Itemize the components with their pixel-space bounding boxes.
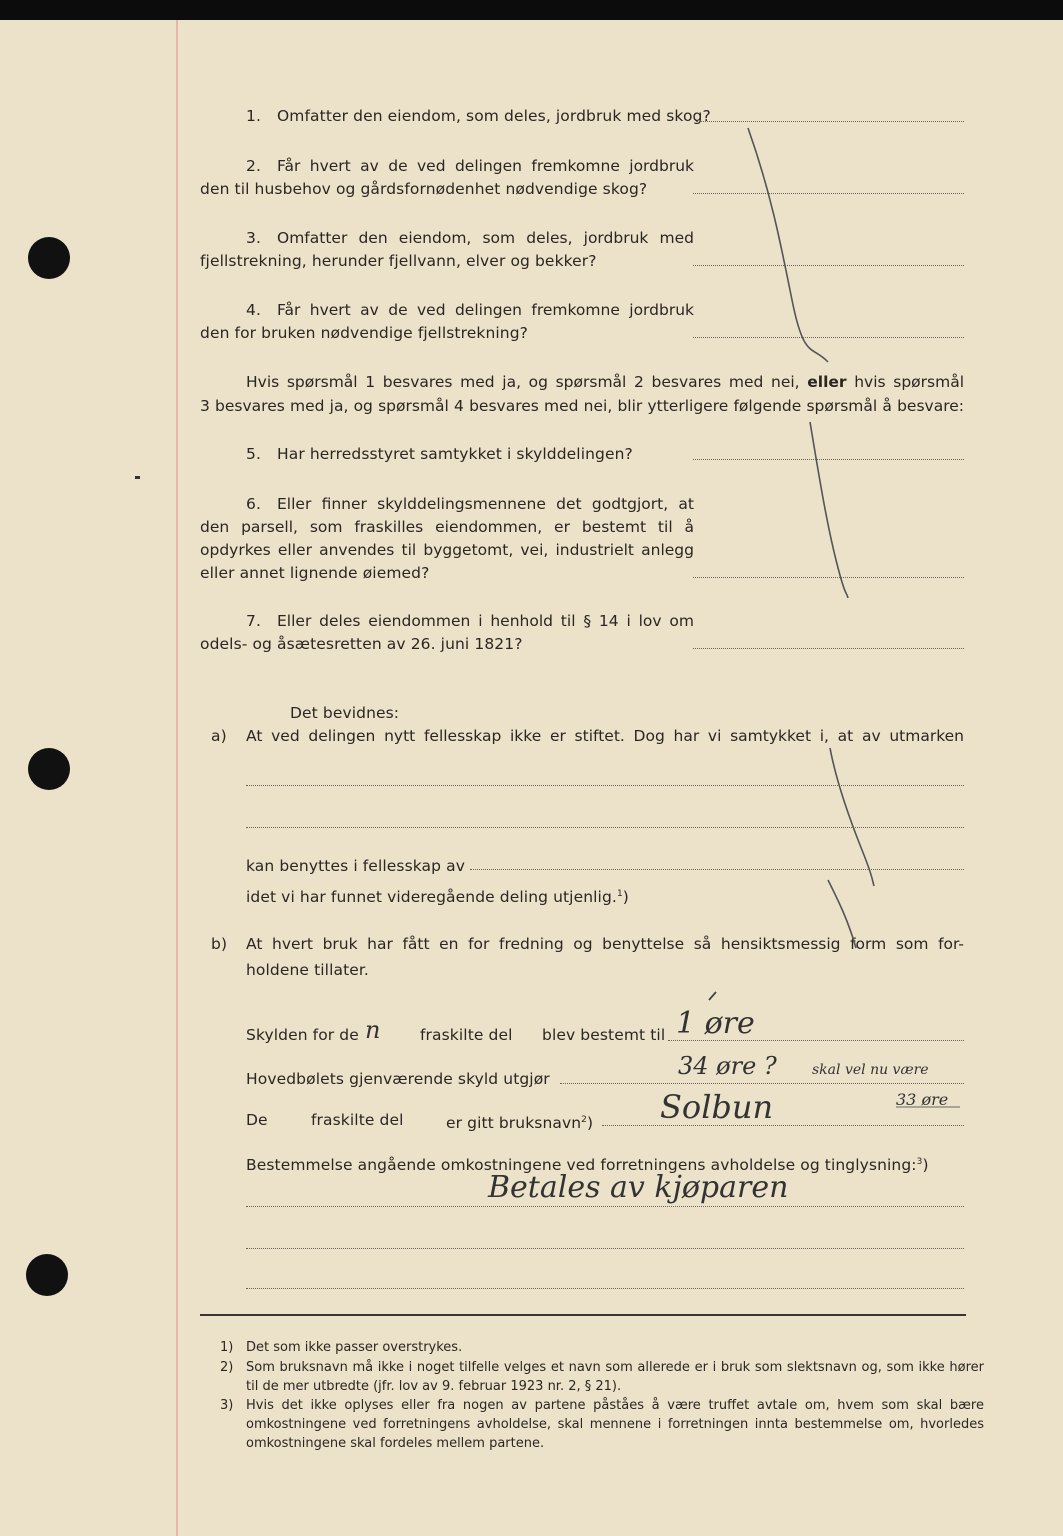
bruksnavn-value: Solbun (660, 1088, 774, 1126)
question-3-number: 3. (246, 229, 261, 247)
item-a-label: a) (211, 727, 227, 745)
question-7-number: 7. (246, 612, 261, 630)
question-4-line-1: Får hvert av de ved delingen fremkomne jordbruk (277, 301, 694, 319)
item-b-label: b) (211, 935, 228, 953)
item-b-line-1: At hvert bruk har fått en for fredning og benyttelse så hensiktsmessig form som for- (246, 935, 964, 953)
omkostning-value: Betales av kjøparen (488, 1170, 789, 1205)
bruksnavn-label-2: fraskilte del (311, 1111, 404, 1129)
strike-stroke-questions-5-6 (810, 422, 848, 598)
question-2-line-1: Får hvert av de ved delingen fremkomne jordbruk (277, 157, 694, 175)
question-6-line-4: eller annet lignende øiemed? (200, 564, 430, 582)
hovedbol-note-value: 33 øre (896, 1090, 949, 1109)
question-6-line-1: Eller finner skylddelingsmennene det godtgjort, at (277, 495, 694, 513)
question-6-number: 6. (246, 495, 261, 513)
strike-stroke-utmark (830, 748, 874, 886)
question-7-line-1: Eller deles eiendommen i henhold til § 14 i lov om (277, 612, 694, 630)
question-6-line-3: opdyrkes eller anvendes til byggetomt, vei, industrielt anlegg (200, 541, 694, 559)
strike-stroke-questions-1-4 (748, 128, 828, 362)
hovedbol-label: Hovedbølets gjenværende skyld utgjør (246, 1070, 550, 1088)
question-2-number: 2. (246, 157, 261, 175)
question-4-line-2: den for bruken nødvendige fjellstrekning? (200, 324, 528, 342)
question-4-number: 4. (246, 301, 261, 319)
accent-mark (709, 992, 716, 1000)
hovedbol-value: 34 øre ? (678, 1052, 777, 1080)
condition-line-1: Hvis spørsmål 1 besvares med ja, og spørsmål 2 besvares med nei, eller hvis spørsmål (246, 373, 965, 391)
handwritten-n: n (365, 1016, 381, 1044)
skyld-label-2: fraskilte del (420, 1026, 513, 1044)
question-5-number: 5. (246, 445, 261, 463)
footnote-3: 3) Hvis det ikke oplyses eller fra nogen av partene påståes å være truffet avtale om, hvem som skal bære omkostningene ved forretningens avholdelse, skal mennene i forretningen innta bestemmelse om, hvorledes omkostningene skal fordeles mellem partene. (220, 1398, 984, 1451)
condition-line-2: 3 besvares med ja, og spørsmål 4 besvares med nei, blir ytterligere følgende spørsmål å besvare: (200, 397, 964, 415)
question-3-line-2: fjellstrekning, herunder fjellvann, elver og bekker? (200, 252, 597, 270)
deling-utjenlig: idet vi har funnet videregående deling utjenlig.$^1$) (246, 888, 629, 907)
fellesskap-label: kan benyttes i fellesskap av (246, 857, 465, 875)
bevidnes-heading: Det bevidnes: (290, 704, 400, 722)
hovedbol-note: skal vel nu være (812, 1062, 929, 1078)
bruksnavn-label-1: De (246, 1111, 268, 1129)
question-6-line-2: den parsell, som fraskilles eiendommen, er bestemt til å (200, 518, 694, 536)
question-7-line-2: odels- og åsætesretten av 26. juni 1821? (200, 635, 523, 653)
question-5-text: Har herredsstyret samtykket i skylddelingen? (277, 445, 633, 463)
bruksnavn-label-3: er gitt bruksnavn$^2$) (446, 1114, 594, 1133)
item-a-text: At ved delingen nytt fellesskap ikke er stiftet. Dog har vi samtykket i, at av utmarken (246, 727, 964, 745)
strike-stroke-fellesskap (828, 880, 856, 948)
omkostning-label: Bestemmelse angående omkostningene ved forretningens avholdelse og tinglysning:$^3$) (246, 1156, 929, 1175)
question-2-line-2: den til husbehov og gårdsfornødenhet nødvendige skog? (200, 180, 648, 198)
footnote-2: 2) Som bruksnavn må ikke i noget tilfelle velges et navn som allerede er i bruk som slektsnavn og, som ikke hører til de mer utbredte (jfr. lov av 9. februar 1923 nr. 2, § 21). (220, 1360, 984, 1394)
question-1-text: Omfatter den eiendom, som deles, jordbruk med skog? (277, 107, 711, 125)
footnote-1: 1) Det som ikke passer overstrykes. (220, 1340, 463, 1355)
skyld-value: 1 øre (676, 1006, 755, 1041)
skyld-label-3: blev bestemt til (542, 1026, 666, 1044)
item-b-line-2: holdene tillater. (246, 961, 369, 979)
question-3-line-1: Omfatter den eiendom, som deles, jordbruk med (277, 229, 694, 247)
skyld-label-1: Skylden for de (246, 1026, 359, 1044)
question-1-number: 1. (246, 107, 261, 125)
